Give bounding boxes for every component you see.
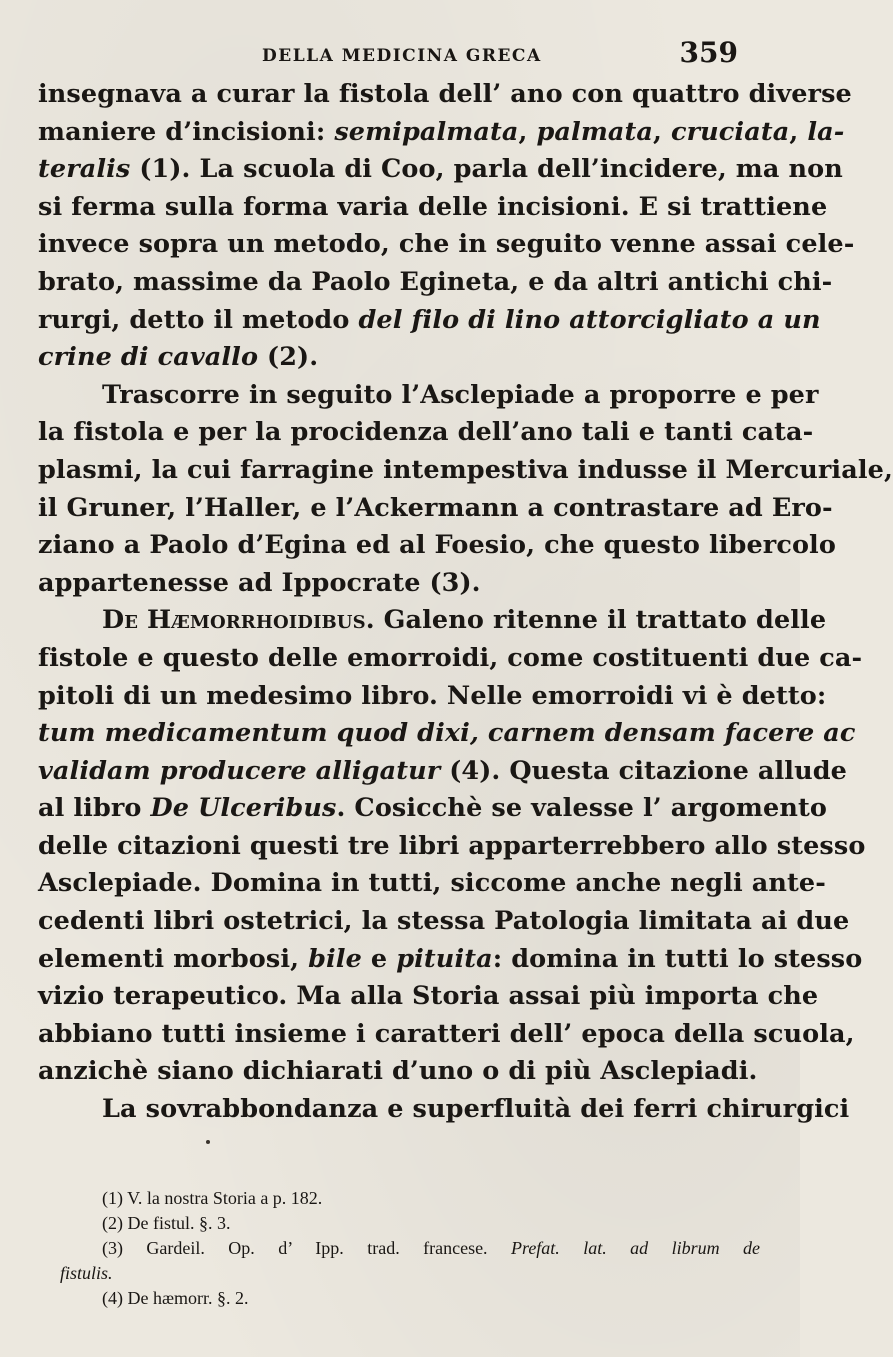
- text-line: [38, 903, 850, 941]
- italic-term: pituita: [396, 943, 493, 974]
- text-line: [38, 302, 821, 340]
- text-line: [38, 753, 847, 791]
- text-line: [38, 865, 826, 903]
- italic-term: teralis: [38, 154, 131, 185]
- italic-term: la-: [807, 116, 845, 147]
- footnote-2: (2) De fistul. §. 3.: [102, 1213, 231, 1233]
- text-line: [38, 1016, 855, 1054]
- text-run: anzichè siano dichiarati d’uno o di più Asclepiadi.: [38, 1056, 758, 1087]
- italic-term: crine di cavallo: [38, 342, 259, 373]
- text-line: [38, 339, 762, 377]
- footnote-4: (4) De hæmorr. §. 2.: [102, 1288, 249, 1308]
- text-line: [38, 715, 856, 753]
- text-run: plasmi, la cui farragine intempestiva indusse il Mercuriale,: [38, 454, 893, 485]
- footnote-divider: [206, 1140, 210, 1144]
- text-run: maniere d’incisioni:: [38, 116, 335, 147]
- paragraph-start: [38, 377, 819, 415]
- text-line: [38, 790, 827, 828]
- text-line: [38, 226, 855, 264]
- text-run: ,: [789, 116, 808, 147]
- text-run: (4). Questa citazione allude: [440, 755, 847, 786]
- text-run: Asclepiade. Domina in tutti, siccome anche negli ante-: [38, 868, 826, 899]
- text-run: al libro: [38, 793, 151, 824]
- text-line: [38, 151, 843, 189]
- text-line: [38, 941, 863, 979]
- running-title: DELLA MEDICINA GRECA: [262, 46, 542, 66]
- text-run: (2).: [258, 342, 319, 373]
- text-run: Trascorre in seguito l’Asclepiade a proporre e per: [102, 379, 819, 410]
- text-line: [38, 414, 814, 452]
- text-line: [38, 1053, 762, 1091]
- text-run: invece sopra un metodo, che in seguito venne assai cele-: [38, 229, 855, 260]
- text-run: rurgi, detto il metodo: [38, 304, 359, 335]
- text-line: [38, 565, 762, 603]
- italic-term: del filo di lino attorcigliato a un: [358, 304, 821, 335]
- text-run: delle citazioni questi tre libri apparterrebbero allo stesso: [38, 830, 866, 861]
- text-run: appartenesse ad Ippocrate (3).: [38, 567, 481, 598]
- italic-term: palmata: [536, 116, 654, 147]
- text-run: e: [361, 943, 397, 974]
- italic-term: De Ulceribus: [150, 793, 337, 824]
- paragraph-start: [38, 602, 827, 640]
- text-run: pitoli di un medesimo libro. Nelle emorroidi vi è detto:: [38, 680, 827, 711]
- page-header: [0, 32, 800, 72]
- text-line: [38, 527, 836, 565]
- text-line: [38, 678, 827, 716]
- text-run: il Gruner, l’Haller, e l’Ackermann a contrastare ad Ero-: [38, 492, 833, 523]
- text-line: [38, 978, 819, 1016]
- italic-term: semipalmata: [334, 116, 519, 147]
- text-line: [38, 189, 828, 227]
- text-line: [38, 490, 833, 528]
- text-line: [38, 264, 833, 302]
- text-run: brato, massime da Paolo Egineta, e da altri antichi chi-: [38, 266, 833, 297]
- text-run: abbiano tutti insieme i caratteri dell’ epoca della scuola,: [38, 1018, 855, 1049]
- text-run: ziano a Paolo d’Egina ed al Foesio, che questo libercolo: [38, 530, 836, 561]
- footnotes: [60, 1186, 760, 1311]
- text-line: [38, 640, 863, 678]
- text-run: ,: [653, 116, 671, 147]
- page-number: 359: [679, 36, 738, 69]
- text-line: [38, 114, 845, 152]
- text-run: : domina in tutti lo stesso: [492, 943, 863, 974]
- text-run: vizio terapeutico. Ma alla Storia assai più importa che: [38, 981, 819, 1012]
- text-run: la fistola e per la procidenza dell’ano tali e tanti cata-: [38, 417, 814, 448]
- text-run: si ferma sulla forma varia delle incisioni. E si trattiene: [38, 191, 828, 222]
- latin-quote: tum medicamentum quod dixi, carnem densam facere ac: [38, 718, 856, 749]
- footnote-3: [60, 1236, 760, 1261]
- footnote-3-continuation: fistulis.: [60, 1263, 113, 1283]
- body-text: [38, 76, 893, 1129]
- text-line: [38, 76, 852, 114]
- footnote-italic: Prefat. lat. ad librum de: [510, 1238, 760, 1258]
- text-run: cedenti libri ostetrici, la stessa Patologia limitata ai due: [38, 906, 850, 937]
- text-line: [38, 452, 893, 490]
- text-run: . Cosicchè se valesse l’ argomento: [336, 793, 827, 824]
- text-run: fistole e questo delle emorroidi, come costituenti due ca-: [38, 642, 863, 673]
- footnote-text: (3) Gardeil. Op. d’ Ipp. trad. francese.: [102, 1238, 511, 1258]
- text-run: elementi morbosi,: [38, 943, 309, 974]
- text-run: insegnava a curar la fistola dell’ ano con quattro diverse: [38, 79, 852, 109]
- italic-term: bile: [308, 943, 362, 974]
- text-run: ,: [518, 116, 537, 147]
- text-run: . Galeno ritenne il trattato delle: [365, 605, 827, 636]
- text-line: [38, 828, 866, 866]
- italic-term: cruciata: [671, 116, 790, 147]
- latin-quote: validam producere alligatur: [38, 755, 441, 786]
- text-run: (1). La scuola di Coo, parla dell’incidere, ma non: [130, 154, 843, 185]
- footnote-1: (1) V. la nostra Storia a p. 182.: [102, 1188, 323, 1208]
- paragraph-start: [38, 1091, 850, 1129]
- section-heading: De Hæmorrhoidibus: [102, 605, 366, 636]
- text-run: La sovrabbondanza e superfluità dei ferri chirurgici: [102, 1094, 850, 1125]
